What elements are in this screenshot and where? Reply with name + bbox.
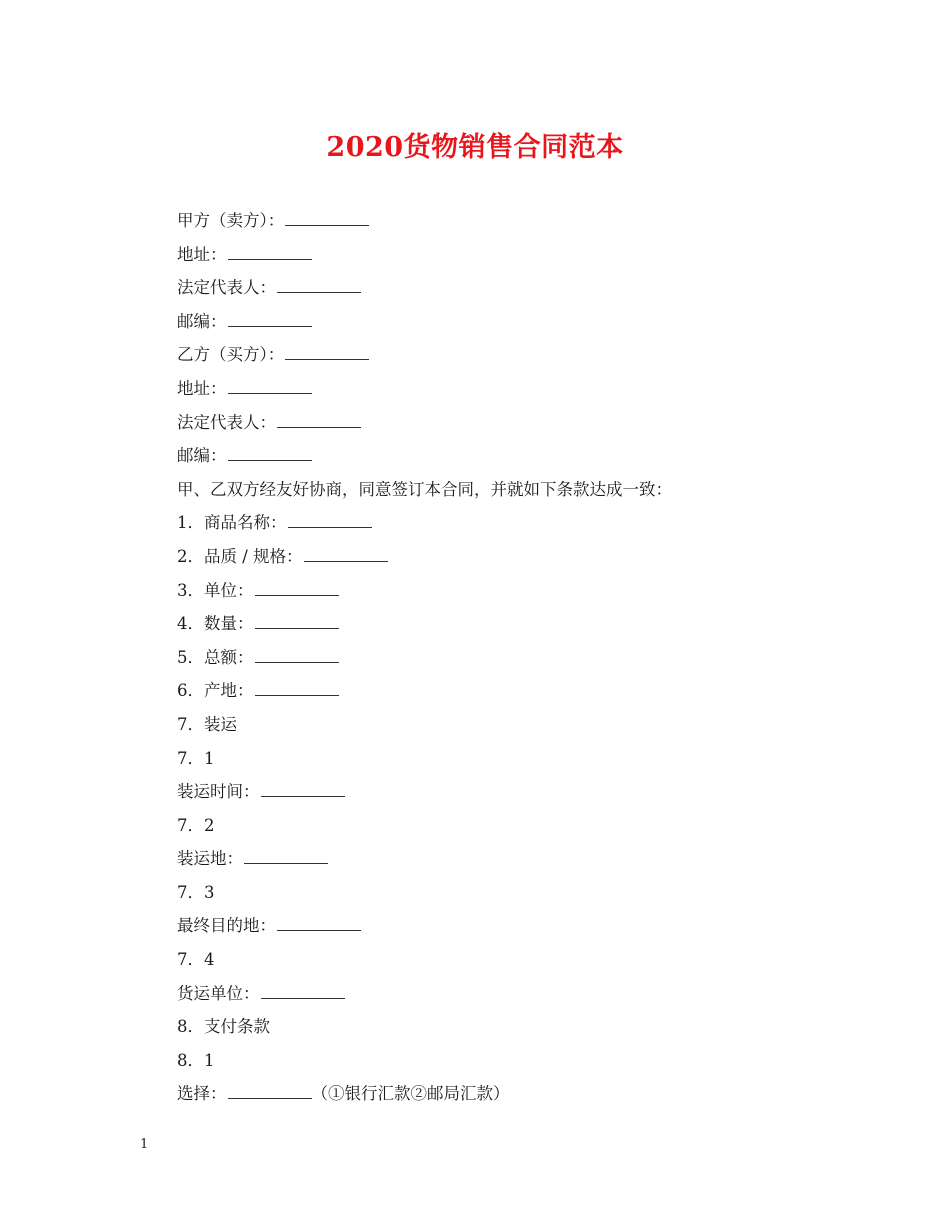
field-label: 4．数量： <box>177 614 254 634</box>
field-label: 7．1 <box>177 748 215 768</box>
contract-line <box>177 1044 877 1078</box>
contract-line <box>177 406 877 440</box>
field-label: 地址： <box>177 244 227 264</box>
contract-line <box>177 271 877 305</box>
contract-line <box>177 977 877 1011</box>
field-label: 甲、乙双方经友好协商，同意签订本合同，并就如下条款达成一致： <box>177 479 672 499</box>
field-label: 法定代表人： <box>177 412 276 432</box>
field-label: 6．产地： <box>177 681 254 701</box>
field-label: 7．4 <box>177 950 215 970</box>
contract-line <box>177 473 877 507</box>
document-title: 2020货物销售合同范本 <box>326 132 624 163</box>
field-label: 地址： <box>177 378 227 398</box>
contract-line <box>177 775 877 809</box>
contract-fields <box>177 204 877 1111</box>
blank-fill-line <box>244 849 328 864</box>
blank-fill-line <box>285 345 369 360</box>
field-label: 邮编： <box>177 446 227 466</box>
blank-fill-line <box>304 547 388 562</box>
blank-fill-line <box>228 245 312 260</box>
field-label: 5．总额： <box>177 647 254 667</box>
contract-line <box>177 708 877 742</box>
blank-fill-line <box>277 916 361 931</box>
field-label: 7．装运 <box>177 714 237 734</box>
contract-line <box>177 641 877 675</box>
blank-fill-line <box>255 614 339 629</box>
field-label: 3．单位： <box>177 580 254 600</box>
field-label: 选择： <box>177 1084 227 1104</box>
field-label: 7．2 <box>177 815 215 835</box>
field-label: 装运时间： <box>177 782 260 802</box>
field-label: 法定代表人： <box>177 278 276 298</box>
contract-line <box>177 876 877 910</box>
contract-line <box>177 439 877 473</box>
contract-line <box>177 540 877 574</box>
contract-line <box>177 204 877 238</box>
field-label: 甲方（卖方）： <box>177 211 285 230</box>
blank-fill-line <box>228 379 312 394</box>
blank-fill-line <box>255 681 339 696</box>
field-label: 货运单位： <box>177 983 260 1003</box>
blank-fill-line <box>288 513 372 528</box>
field-label: 2．品质 / 规格： <box>177 546 303 566</box>
blank-fill-line <box>277 278 361 293</box>
contract-line <box>177 506 877 540</box>
page-number: 1 <box>140 1137 149 1152</box>
contract-line <box>177 1077 877 1111</box>
contract-line <box>177 338 877 372</box>
contract-line <box>177 238 877 272</box>
field-label: 8．支付条款 <box>177 1017 270 1037</box>
contract-line <box>177 742 877 776</box>
field-label: 8．1 <box>177 1050 215 1070</box>
field-label: 最终目的地： <box>177 916 276 936</box>
blank-fill-line <box>277 413 361 428</box>
field-label: 邮编： <box>177 311 227 331</box>
field-label: 装运地： <box>177 849 243 869</box>
contract-line <box>177 909 877 943</box>
blank-fill-line <box>228 1084 312 1099</box>
blank-fill-line <box>261 782 345 797</box>
field-note: （①银行汇款②邮局汇款） <box>311 1084 510 1104</box>
contract-line <box>177 842 877 876</box>
contract-line <box>177 943 877 977</box>
blank-fill-line <box>228 312 312 327</box>
contract-line <box>177 574 877 608</box>
contract-line <box>177 1010 877 1044</box>
contract-line <box>177 305 877 339</box>
blank-fill-line <box>285 211 369 226</box>
field-label: 7．3 <box>177 882 215 902</box>
contract-line <box>177 674 877 708</box>
blank-fill-line <box>261 984 345 999</box>
contract-line <box>177 372 877 406</box>
field-label: 1．商品名称： <box>177 513 287 533</box>
blank-fill-line <box>255 581 339 596</box>
contract-line <box>177 607 877 641</box>
contract-line <box>177 809 877 843</box>
field-label: 乙方（买方）： <box>177 345 285 365</box>
blank-fill-line <box>228 446 312 461</box>
blank-fill-line <box>255 648 339 663</box>
